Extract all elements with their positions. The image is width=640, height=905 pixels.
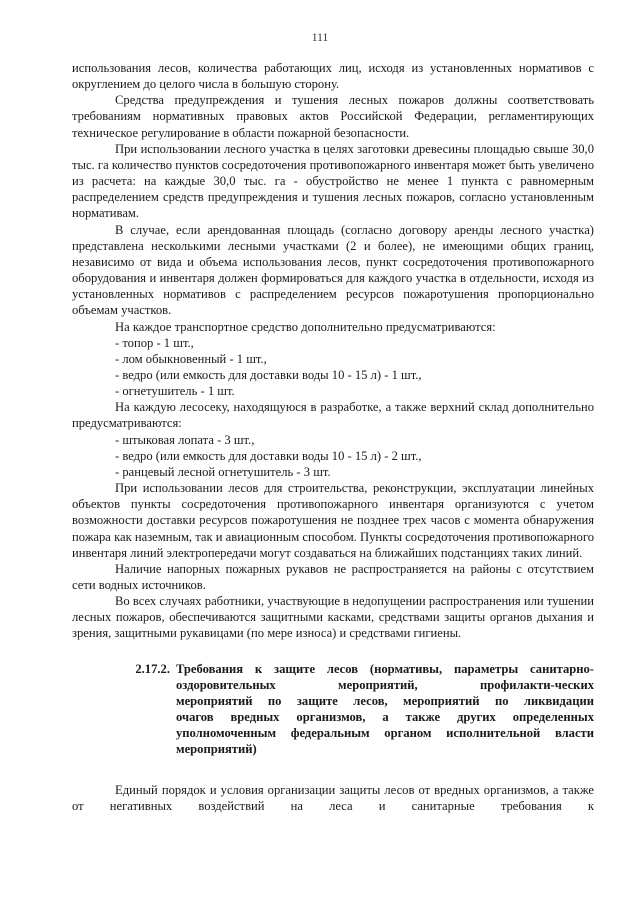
section-title <box>176 661 594 758</box>
document-body <box>72 60 594 814</box>
vehicle-equipment-list <box>72 335 594 400</box>
paragraph-unified-procedure: Единый порядок и условия организации защиты лесов от вредных организмов, а также от негативных воздействий на леса и санитарные требования к <box>72 782 594 813</box>
section-title-line: мероприятий) <box>176 742 257 757</box>
section-title-line: уполномоченным федеральным органом исполнительной власти <box>176 726 594 741</box>
list-item: - огнетушитель - 1 шт. <box>115 384 235 399</box>
paragraph-cutting-area: На каждую лесосеку, находящуюся в разработке, а также верхний склад дополнительно предусматриваются: <box>72 400 594 431</box>
section-title-line: оздоровительных мероприятий, профилакти-ческих <box>176 677 594 692</box>
list-item: - топор - 1 шт., <box>115 335 194 350</box>
cutting-equipment-list <box>72 432 594 480</box>
paragraph-continuation: использования лесов, количества работающих лиц, исходя из установленных нормативов с округлением до целого числа в большую сторону. <box>72 61 594 92</box>
list-item: - ранцевый лесной огнетушитель - 3 шт. <box>115 464 331 479</box>
paragraph-fire-hoses: Наличие напорных пожарных рукавов не распространяется на районы с отсутствием сети водных источников. <box>72 561 594 592</box>
section-heading <box>72 661 594 758</box>
section-number: 2.17.2. <box>135 661 170 676</box>
paragraph-worker-protection: Во всех случаях работники, участвующие в недопущении распространения или тушении лесных пожаров, обеспечиваются защитными касками, средствами защиты органов дыхания и зрения, защитными рукавицами (по мере износа) и средствами гигиены. <box>72 594 594 641</box>
paragraph-vehicle-equipment: На каждое транспортное средство дополнительно предусматриваются: <box>115 319 496 334</box>
section-title-line: очагов вредных организмов, а также других определенных <box>176 710 594 725</box>
list-item: - штыковая лопата - 3 шт., <box>115 432 255 447</box>
list-item: - ведро (или емкость для доставки воды 10 - 15 л) - 1 шт., <box>115 367 422 382</box>
section-title-line: мероприятий по защите лесов, мероприятий по ликвидации <box>176 693 594 708</box>
paragraph-harvesting-area: При использовании лесного участка в целях заготовки древесины площадью свыше 30,0 тыс. га количество пунктов сосредоточения противопожарного инвентаря может быть увеличено из расчета: на каждые 30,0 тыс. га - обустройство не менее 1 пункта с равномерным распределением средств предупреждения и тушения лесных пожаров, согласно установленным нормативам. <box>72 141 594 221</box>
paragraph-linear-objects: При использовании лесов для строительства, реконструкции, эксплуатации линейных объектов пункты сосредоточения противопожарного инвентаря организуются с учетом возможности доставки ресурсов пожаротушения не позднее трех часов с момента обнаружения пожара как наземным, так и авиационным способом. Пункты сосредоточения противопожарного инвентаря линий электропередачи могут создаваться на ближайших подстанциях таких линий. <box>72 481 594 560</box>
section-title-line: Требования к защите лесов (нормативы, параметры санитарно- <box>176 661 594 676</box>
list-item: - ведро (или емкость для доставки воды 10 - 15 л) - 2 шт., <box>115 448 422 463</box>
list-item: - лом обыкновенный - 1 шт., <box>115 351 267 366</box>
paragraph-fire-equipment-requirements: Средства предупреждения и тушения лесных пожаров должны соответствовать требованиям нормативных правовых актов Российской Федерации, регламентирующих техническое регулирование в области пожарной безопасности. <box>72 93 594 140</box>
page-number: 111 <box>311 32 329 44</box>
paragraph-leased-area: В случае, если арендованная площадь (согласно договору аренды лесного участка) представлена несколькими лесными участками (2 и более), не имеющими общих границ, независимо от вида и объема использования лесов, пункт сосредоточения противопожарного оборудования и инвентаря должен формироваться для каждого участка в отдельности, исходя из установленных нормативов с распределением ресурсов пожаротушения пропорционально объемам участков. <box>72 222 594 318</box>
